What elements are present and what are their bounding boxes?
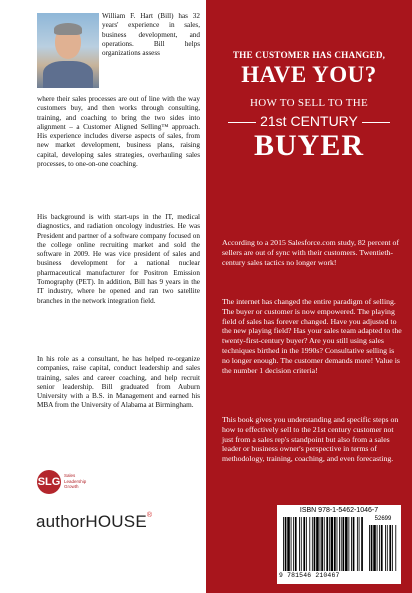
publisher-name-post: HOUSE: [85, 512, 147, 531]
logo-line-2: Leadership: [64, 478, 87, 484]
subtitle-century: 21st CENTURY: [260, 113, 358, 129]
isbn-label: ISBN 978-1-5462-1046-7: [299, 507, 379, 514]
logo-line-1: Sales: [64, 473, 76, 478]
publisher-name-pre: author: [36, 512, 86, 531]
isbn-barcode: [277, 505, 401, 584]
subtitle-line-1: HOW TO SELL TO THE: [249, 97, 369, 109]
slg-logo-icon: SLG: [37, 470, 61, 494]
barcode-addon-number: 52699: [374, 516, 392, 522]
author-bio-intro: William F. Hart (Bill) has 32 years' experience in sales, business development, and operations. Bill helps organizations assess: [102, 12, 200, 58]
barcode-addon-bars: [369, 525, 397, 571]
publisher-registered-mark: ®: [146, 512, 153, 519]
logo-line-3: Growth: [64, 484, 79, 489]
blurb-paragraph-2: The internet has changed the entire paradigm of selling. The buyer or customer is now empowered. The playing field of sales has forever changed. Have you adjusted to the new playing field? Has your sales team adapted to the twenty-first-century buyer? Are you still using sales techniques birthed in the 1990s? Consultative selling is no longer enough. The customer demands more! Value is the number 1 decision criteria!: [222, 297, 402, 375]
divider-left: [228, 122, 256, 123]
subtitle-buyer: BUYER: [253, 129, 364, 162]
author-bio-paragraph-1: where their sales processes are out of line with the way customers buy, and then works through consulting, training, and coaching to bring the two sides into alignment – a Customer Aligned Selling™ approach. His experience includes diverse aspects of sales, from new market development, business plans, raising capital, developing sales strategies, overhauling sales processes, to one-on-one coaching.: [37, 95, 200, 169]
barcode-ean-number: 9 781546 210467: [279, 572, 340, 579]
barcode-main-bars: [283, 517, 363, 571]
subtitle-century-row: [206, 113, 412, 129]
publisher-logo: [36, 512, 152, 532]
divider-right: [362, 122, 390, 123]
slg-logo-text: [64, 473, 104, 490]
author-photo: [37, 13, 99, 88]
author-bio-paragraph-3: In his role as a consultant, he has helped re-organize companies, raise capital, conduct leadership and sales training, sales and career coaching, and help recruit senior leadership. Bill graduated from Auburn University with a B.S. in Management and earned his MBA from the University of Alabama at Birmingham.: [37, 355, 200, 410]
blurb-paragraph-3: This book gives you understanding and specific steps on how to effectively sell to the 21st century customer not just from a sales rep's standpoint but also from a sales leader or business owner's perspective in terms of methodology, training, coaching, and even forecasting.: [222, 415, 399, 464]
blurb-paragraph-1: According to a 2015 Salesforce.com study, 82 percent of sellers are out of sync with their customers. Twentieth-century sales tactics no longer work!: [222, 238, 400, 267]
author-bio-paragraph-2: His background is with start-ups in the IT, medical diagnostics, and radiation oncology industries. He was President and partner of a software company focused on the college online recruiting market and sold the software in 2009. He was vice president of sales and business development for a national nuclear pharmaceutical manufacturer for Positron Emission Tomography (PET). In addition, Bill has 9 years in the IT industry, where he opened and ran two satellite branches in the network integration field.: [37, 213, 200, 305]
tagline-line-1: THE CUSTOMER HAS CHANGED,: [232, 50, 386, 60]
tagline-line-2: HAVE YOU?: [241, 62, 377, 87]
